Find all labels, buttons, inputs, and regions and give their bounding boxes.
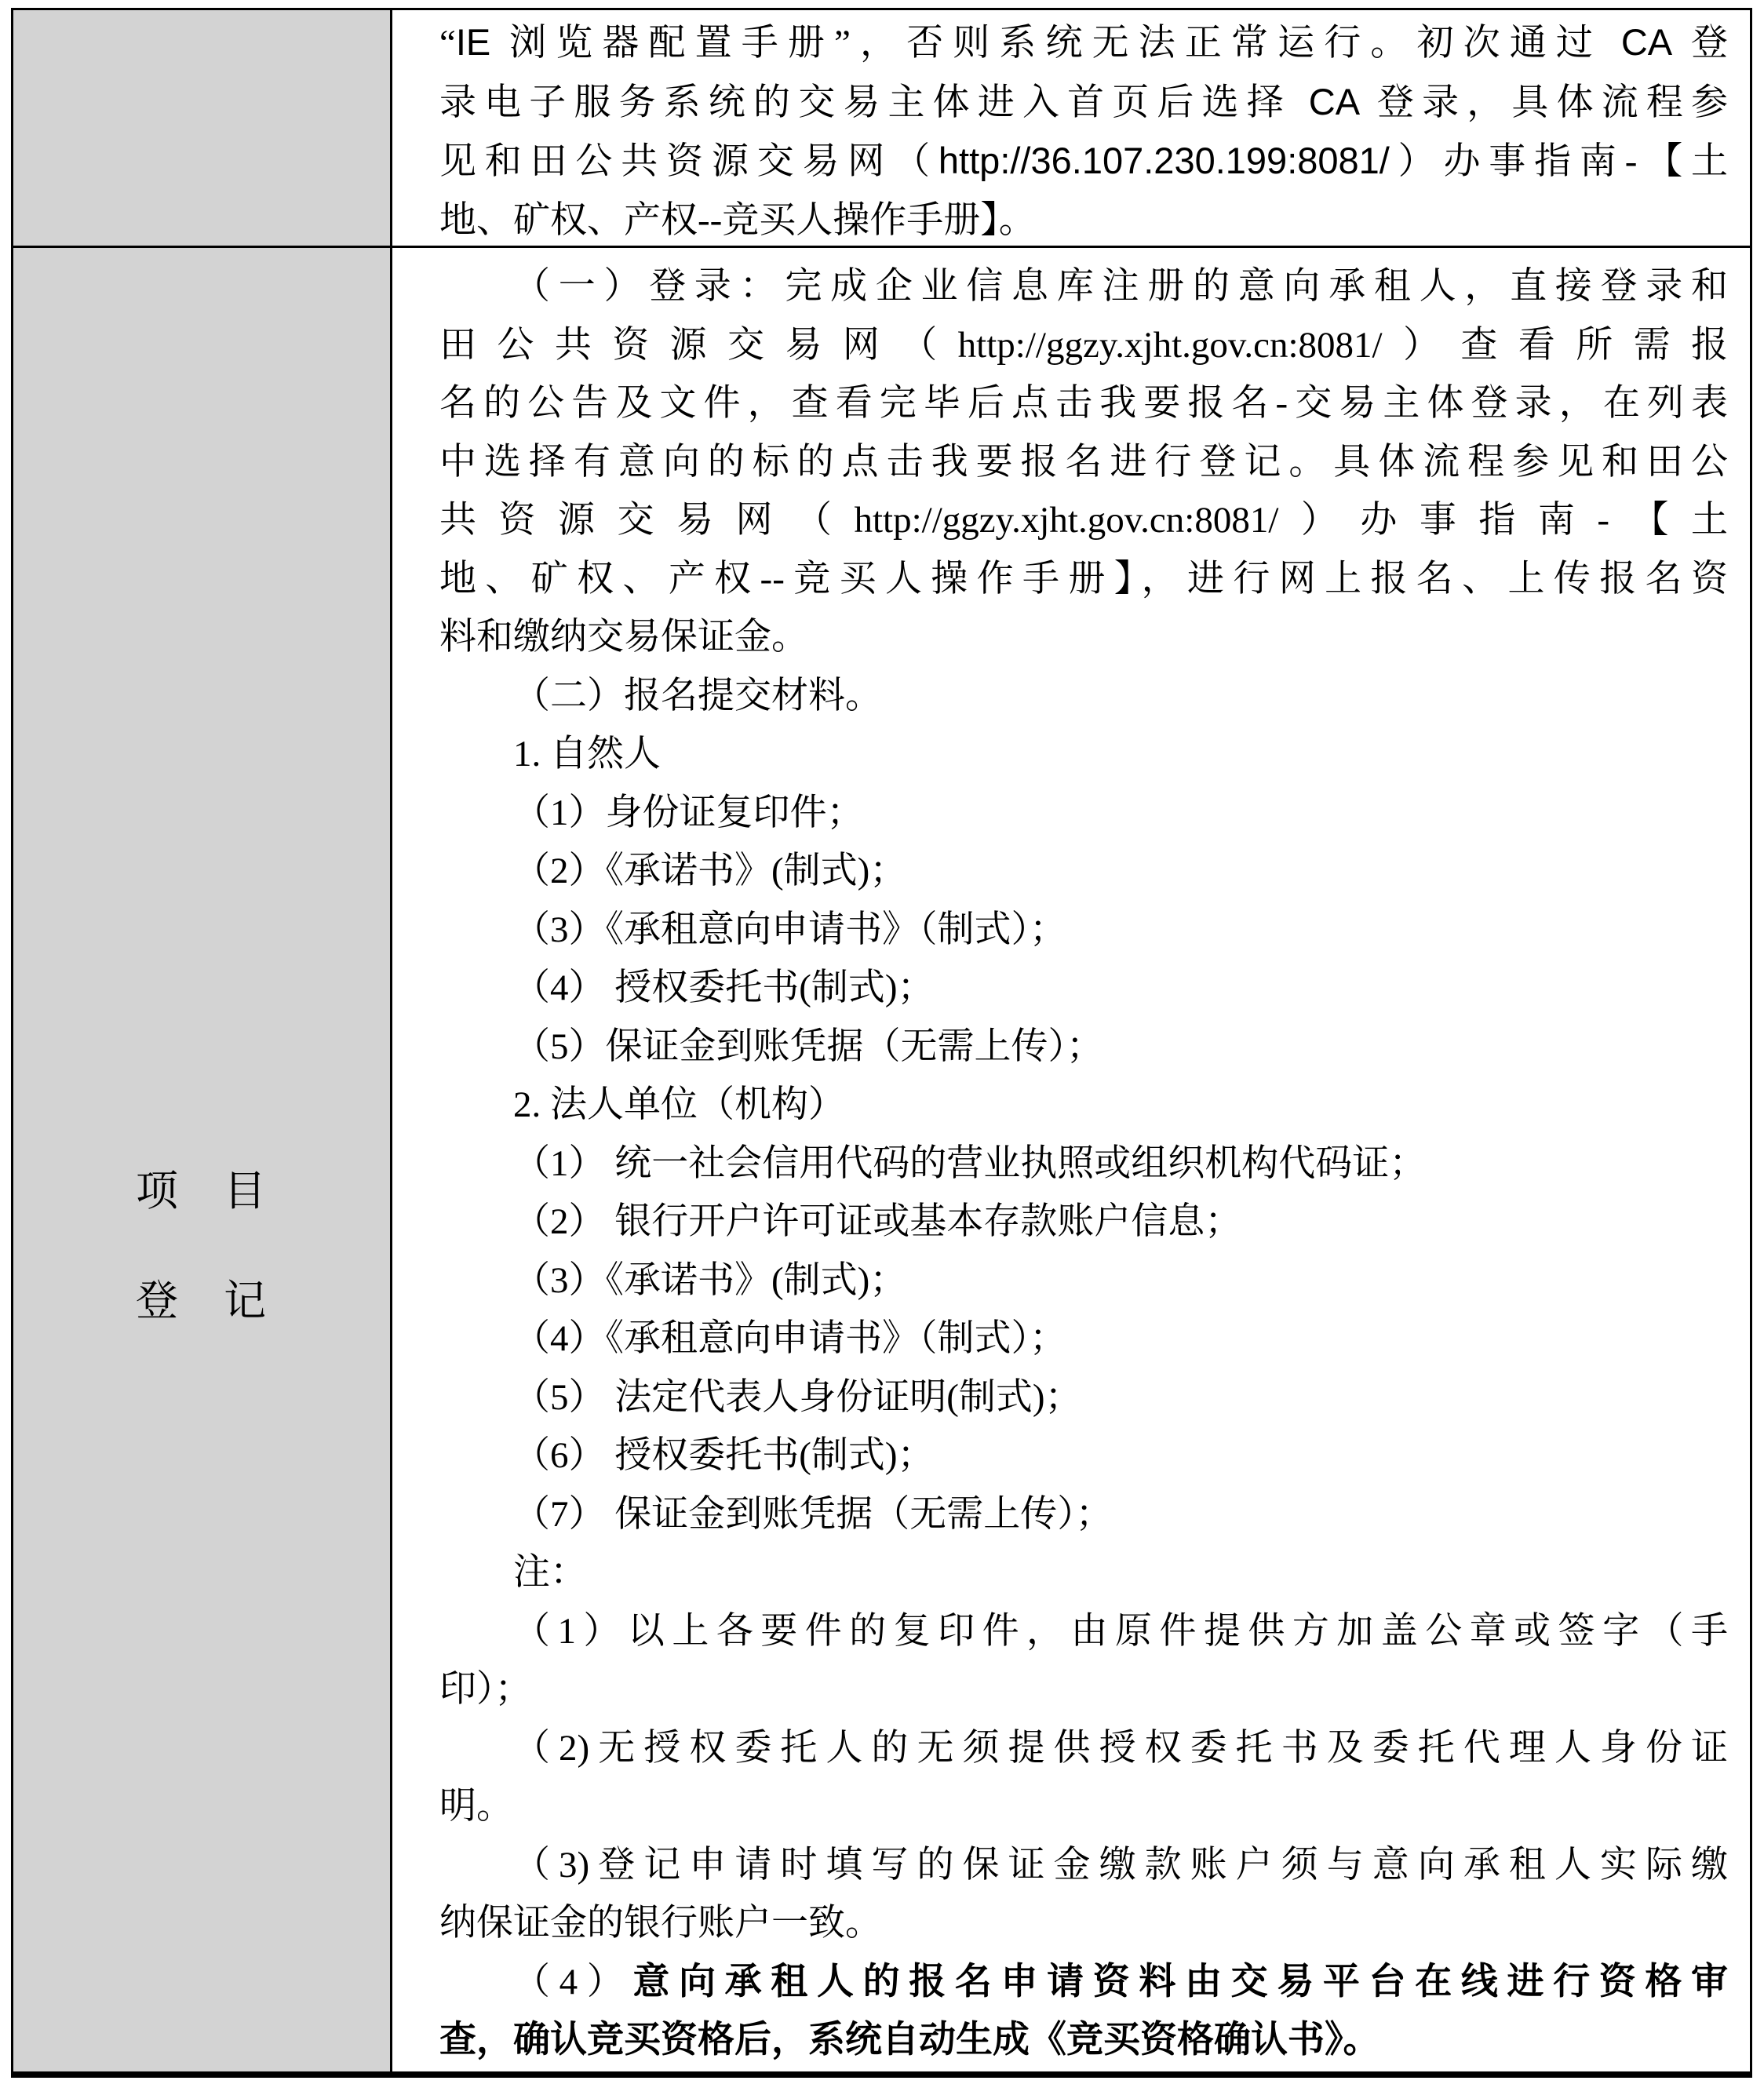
text-line — [439, 1719, 1728, 1778]
table-row-continuation — [13, 10, 1750, 248]
row-label-line-project: 项 目 — [136, 1168, 268, 1215]
text-run: （3）《承租意向申请书》（制式）； — [513, 909, 1066, 950]
text-line — [439, 1543, 1728, 1602]
text-run: 中选择有意向的标的点击我要报名进行登记。具体流程参见和田公 — [439, 441, 1728, 483]
text-run: 共资源交易网（ — [439, 500, 855, 541]
text-run: （1） 统一社会信用代码的营业执照或组织机构代码证； — [513, 1142, 1427, 1184]
text-run: “ — [439, 23, 456, 64]
text-run: 意向承租人的报名申请资料由交易平台在线进行资格审 — [632, 1961, 1729, 2002]
text-run: （2）《承诺书》(制式)； — [513, 851, 907, 891]
text-line — [439, 1310, 1728, 1368]
text-run: 登录，具体流程参 — [1360, 82, 1729, 123]
text-run: （3）《承诺书》(制式)； — [513, 1259, 907, 1301]
text-run: 2. 法人单位（机构） — [513, 1084, 845, 1125]
text-line — [439, 1777, 1728, 1836]
text-line — [439, 1485, 1728, 1544]
text-line — [439, 257, 1728, 316]
text-run: （6） 授权委托书(制式)； — [513, 1435, 935, 1476]
text-run: 纳保证金的银行账户一致。 — [439, 1903, 882, 1944]
text-line — [439, 316, 1728, 375]
text-line — [439, 1018, 1728, 1077]
text-line — [439, 1252, 1728, 1310]
row-label-cell-empty — [13, 10, 392, 246]
text-run: http://ggzy.xjht.gov.cn:8081/ — [957, 324, 1383, 366]
registration-text-block — [439, 257, 1728, 2070]
text-run: 料和缴纳交易保证金。 — [439, 617, 808, 658]
text-line — [439, 901, 1728, 960]
text-run: 地、矿权、产权--竞买人操作手册】，进行网上报名、上传报名资 — [439, 558, 1728, 599]
text-line — [439, 132, 1728, 191]
text-line — [439, 725, 1728, 784]
text-run: CA — [1620, 21, 1673, 63]
text-run: 见和田公共资源交易网（ — [439, 141, 938, 182]
text-run: （一）登录：完成企业信息库注册的意向承租人，直接登录和 — [513, 266, 1728, 307]
text-run: 明。 — [439, 1786, 513, 1827]
text-run: （二）报名提交材料。 — [513, 675, 882, 716]
text-run: http://36.107.230.199:8081/ — [938, 140, 1390, 181]
row-label-line-registration: 登 记 — [136, 1277, 268, 1324]
text-line — [439, 491, 1728, 550]
table-row-project-registration — [13, 248, 1750, 2071]
text-run: （5）保证金到账凭据（无需上传）； — [513, 1026, 1103, 1067]
text-line — [439, 1953, 1728, 2012]
text-line — [439, 842, 1728, 901]
text-run: 查，确认竞买资格后，系统自动生成《竞买资格确认书》。 — [439, 2020, 1380, 2060]
text-run: IE — [455, 21, 491, 63]
text-run: 印）； — [439, 1669, 532, 1710]
text-line — [439, 433, 1728, 492]
procedure-table — [11, 8, 1752, 2078]
text-run: （4） — [513, 1961, 633, 2002]
text-line — [439, 550, 1728, 609]
text-run: 注： — [513, 1552, 587, 1593]
text-line — [439, 13, 1728, 73]
text-line — [439, 1076, 1728, 1135]
text-line — [439, 1894, 1728, 1953]
text-run: ）办事指南-【土 — [1278, 500, 1729, 541]
text-line — [439, 959, 1728, 1018]
text-line — [439, 1368, 1728, 1427]
text-run: 1. 自然人 — [513, 734, 661, 774]
text-line — [439, 191, 1728, 246]
text-line — [439, 1135, 1728, 1193]
text-run: 浏览器配置手册”，否则系统无法正常运行。初次通过 — [490, 23, 1621, 64]
text-run: （1）以上各要件的复印件，由原件提供方加盖公章或签字（手 — [513, 1610, 1728, 1652]
text-run: ）办事指南-【土 — [1389, 141, 1729, 182]
text-run: 登 — [1672, 23, 1729, 64]
text-run: （5） 法定代表人身份证明(制式)； — [513, 1376, 1082, 1418]
text-line — [439, 73, 1728, 133]
text-run: （4） 授权委托书(制式)； — [513, 967, 935, 1008]
project-registration-label-cell — [13, 248, 392, 2071]
text-line — [439, 667, 1728, 726]
text-run: （4）《承租意向申请书》（制式）； — [513, 1318, 1066, 1359]
text-run: 田公共资源交易网（ — [439, 324, 958, 366]
text-run: 录电子服务系统的交易主体进入首页后选择 — [439, 82, 1309, 123]
text-run: （1）身份证复印件； — [513, 792, 864, 833]
text-line — [439, 2011, 1728, 2070]
row-body-cell — [392, 10, 1750, 246]
text-line — [439, 1660, 1728, 1719]
text-run: （2） 银行开户许可证或基本存款账户信息； — [513, 1201, 1242, 1242]
text-line — [439, 374, 1728, 433]
text-run: （2)无授权委托人的无须提供授权委托书及委托代理人身份证 — [513, 1727, 1728, 1769]
text-run: http://ggzy.xjht.gov.cn:8081/ — [854, 500, 1279, 541]
text-line — [439, 1426, 1728, 1485]
text-run: 名的公告及文件，查看完毕后点击我要报名-交易主体登录，在列表 — [439, 383, 1728, 424]
text-run: 地、矿权、产权--竞买人操作手册】。 — [439, 199, 1036, 241]
text-run: （7） 保证金到账凭据（无需上传）； — [513, 1493, 1113, 1535]
text-line — [439, 608, 1728, 667]
text-line — [439, 1193, 1728, 1252]
row-body-cell — [392, 248, 1750, 2071]
text-line — [439, 1836, 1728, 1895]
continuation-text-block — [439, 13, 1728, 246]
text-line — [439, 784, 1728, 843]
text-run: ）查看所需报 — [1382, 324, 1729, 366]
text-line — [439, 1602, 1728, 1661]
text-run: CA — [1308, 80, 1361, 122]
text-run: （3)登记申请时填写的保证金缴款账户须与意向承租人实际缴 — [513, 1844, 1728, 1886]
